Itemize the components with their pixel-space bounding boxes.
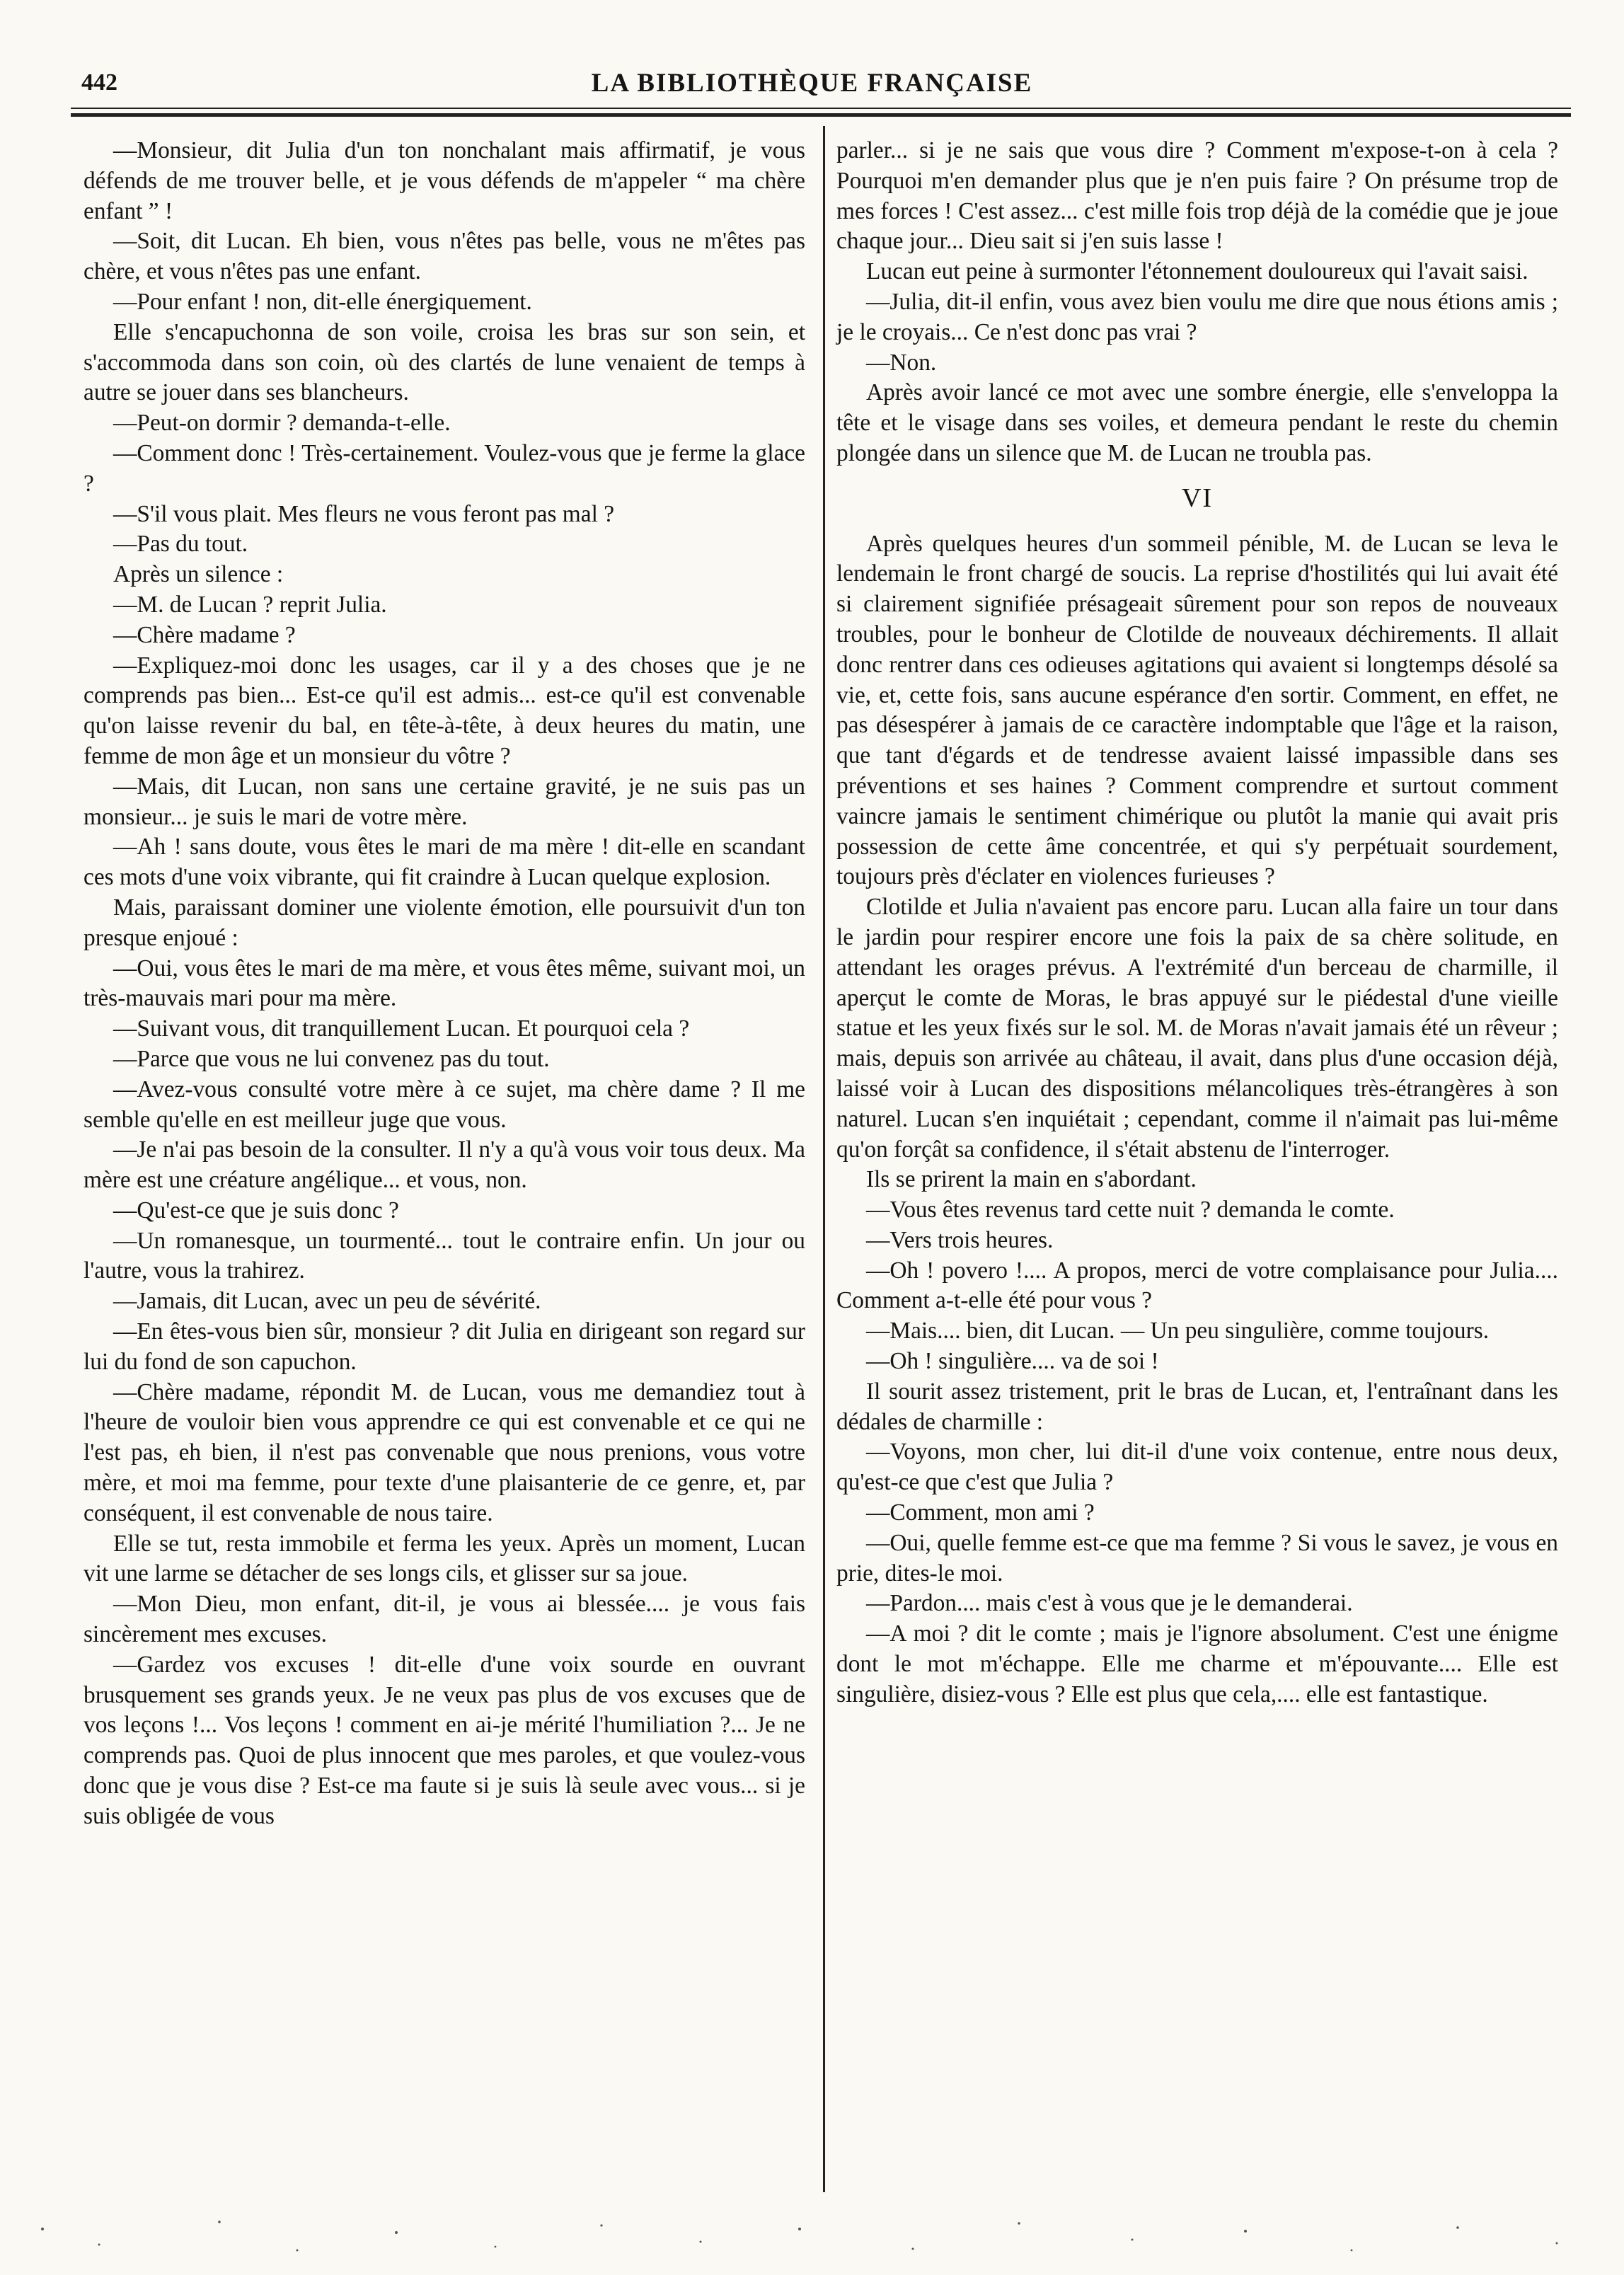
paragraph: —M. de Lucan ? reprit Julia.: [113, 591, 387, 618]
paragraph: —Monsieur, dit Julia d'un ton nonchalant mais affirmatif, je vous défends de me trouver belle, et je vous défends de m'appeler “ ma chère enfant ” !: [83, 137, 805, 224]
paragraph: —Chère madame, répondit M. de Lucan, vous me demandiez tout à l'heure de vouloir bien vous apprendre ce qui est convenable et ce qui ne l'est pas, eh bien, il n'est pas convenable que nous prenions, vous votre mère, et moi ma femme, pour texte d'une plaisanterie de ce genre, et, par conséquent, il est convenable de nous taire.: [83, 1378, 805, 1526]
paragraph: —Peut-on dormir ? demanda-t-elle.: [113, 410, 451, 437]
paragraph: —Suivant vous, dit tranquillement Lucan. Et pourquoi cela ?: [113, 1015, 690, 1042]
paragraph: —Chère madame ?: [113, 621, 296, 648]
paragraph: —Gardez vos excuses ! dit-elle d'une voix sourde en ouvrant brusquement ses grands yeux. Je ne veux pas plus de vos excuses que de vos leçons !... Vos leçons ! comment en ai-je mérité l'humiliation ?... Je ne comprends pas. Quoi de plus innocent que mes paroles, et que voulez-vous donc que je vous dise ? Est-ce ma faute si je suis là seule avec vous... si je suis obligée de vous: [83, 1651, 805, 1829]
paragraph: —Jamais, dit Lucan, avec un peu de sévérité.: [113, 1288, 541, 1315]
left-column: [83, 136, 805, 1832]
paragraph: —Vous êtes revenus tard cette nuit ? demanda le comte.: [866, 1197, 1395, 1223]
paragraph: Après avoir lancé ce mot avec une sombre énergie, elle s'enveloppa la tête et le visage dans ses voiles, et demeura pendant le reste du chemin plongée dans un silence que M. de Lucan ne troubla pas.: [836, 379, 1558, 466]
paragraph: —S'il vous plait. Mes fleurs ne vous feront pas mal ?: [113, 500, 615, 527]
paragraph: —Comment, mon ami ?: [866, 1499, 1095, 1526]
paragraph: Mais, paraissant dominer une violente émotion, elle poursuivit d'un ton presque enjoué :: [83, 894, 805, 951]
paragraph: —En êtes-vous bien sûr, monsieur ? dit Julia en dirigeant son regard sur lui du fond de son capuchon.: [83, 1318, 805, 1375]
paragraph: Elle s'encapuchonna de son voile, croisa les bras sur son sein, et s'accommoda dans son coin, où des clartés de lune venaient de temps à autre se jouer dans ses blancheurs.: [83, 318, 805, 406]
paragraph: Lucan eut peine à surmonter l'étonnement douloureux qui l'avait saisi.: [866, 258, 1528, 285]
paragraph: —Oh ! povero !.... A propos, merci de votre complaisance pour Julia.... Comment a-t-elle été pour vous ?: [836, 1257, 1558, 1314]
paragraph: —Comment donc ! Très-certainement. Voulez-vous que je ferme la glace ?: [83, 439, 805, 497]
paragraph: —A moi ? dit le comte ; mais je l'ignore absolument. C'est une énigme dont le mot m'échappe. Elle me charme et m'épouvante.... Elle est singulière, disiez-vous ? Elle est plus que cela,.... elle est fantastique.: [836, 1620, 1558, 1707]
running-title: LA BIBLIOTHÈQUE FRANÇAISE: [591, 69, 1033, 98]
paragraph: —Un romanesque, un tourmenté... tout le contraire enfin. Un jour ou l'autre, vous la trahirez.: [83, 1227, 805, 1284]
paragraph: Après un silence :: [113, 561, 284, 588]
paragraph: —Vers trois heures.: [866, 1226, 1054, 1253]
paragraph: parler... si je ne sais que vous dire ? Comment m'expose-t-on à cela ? Pourquoi m'en demander plus que je n'en puis faire ? On présume trop de mes forces ! C'est assez... c'est mille fois trop déjà de la comédie que je joue chaque jour... Dieu sait si j'en suis lasse !: [836, 137, 1558, 255]
column-divider: [823, 126, 825, 2192]
paragraph: —Expliquez-moi donc les usages, car il y a des choses que je ne comprends pas bien... Est-ce qu'il est admis... est-ce qu'il est convenable qu'on laisse revenir du bal, en tête-à-tête, à deux heures du matin, une femme de mon âge et un monsieur du vôtre ?: [83, 652, 805, 769]
paragraph: Clotilde et Julia n'avaient pas encore paru. Lucan alla faire un tour dans le jardin pour respirer encore une fois la paix de sa chère solitude, en attendant les orages prévus. A l'extrémité d'un berceau de charmille, il aperçut le comte de Moras, le bras appuyé sur le piédestal d'une vieille statue et les yeux fixés sur le sol. M. de Moras n'avait jamais été un rêveur ; mais, depuis son arrivée au château, il avait, dans plus d'une occasion déjà, laissé voir à Lucan des dispositions mélancoliques très-étrangères à son naturel. Lucan s'en inquiétait ; cependant, comme il n'aimait pas lui-même qu'on forçât sa confidence, il s'était abstenu de l'interroger.: [836, 894, 1558, 1163]
paragraph: —Non.: [866, 349, 937, 376]
paragraph: Après quelques heures d'un sommeil pénible, M. de Lucan se leva le lendemain le front chargé de soucis. La reprise d'hostilités qui lui avait été si clairement signifiée présageait sûrement pour son repos de nouveaux troubles, pour le bonheur de Clotilde de nouveaux déchirements. Il allait donc rentrer dans ces odieuses agitations qui avaient si longtemps désolé sa vie, et, cette fois, sans aucune espérance d'en sortir. Comment, en effet, ne pas désespérer à jamais de ce caractère indomptable que l'âge et la raison, que tant d'égards et de tendresse avaient laissé impassible dans ses préventions et ses haines ? Comment comprendre et surtout comment vaincre jamais le sentiment chimérique ou plutôt la manie qui avait pris possession de cette âme concentrée, et qui s'y perpétuait sourdement, toujours près d'éclater en violences furieuses ?: [836, 530, 1558, 890]
paragraph: —Ah ! sans doute, vous êtes le mari de ma mère ! dit-elle en scandant ces mots d'une voix vibrante, qui fit craindre à Lucan quelque explosion.: [83, 834, 805, 891]
section-heading: VI: [1181, 483, 1214, 513]
paragraph: Elle se tut, resta immobile et ferma les yeux. Après un moment, Lucan vit une larme se détacher de ses longs cils, et glisser sur sa joue.: [83, 1530, 805, 1587]
paragraph: —Mon Dieu, mon enfant, dit-il, je vous ai blessée.... je vous fais sincèrement mes excuses.: [83, 1591, 805, 1648]
paragraph: —Pardon.... mais c'est à vous que je le demanderai.: [866, 1590, 1353, 1617]
header-rule-thick: [71, 113, 1571, 117]
paragraph: —Pas du tout.: [113, 531, 248, 558]
right-column: [836, 136, 1558, 1710]
paragraph: —Mais, dit Lucan, non sans une certaine gravité, je ne suis pas un monsieur... je suis le mari de votre mère.: [83, 773, 805, 830]
paragraph: —Je n'ai pas besoin de la consulter. Il n'y a qu'à vous voir tous deux. Ma mère est une créature angélique... et vous, non.: [83, 1136, 805, 1194]
paragraph: —Mais.... bien, dit Lucan. — Un peu singulière, comme toujours.: [866, 1318, 1490, 1344]
paragraph: —Oui, vous êtes le mari de ma mère, et vous êtes même, suivant moi, un très-mauvais mari pour ma mère.: [83, 955, 805, 1012]
paragraph: —Soit, dit Lucan. Eh bien, vous n'êtes pas belle, vous ne m'êtes pas chère, et vous n'êtes pas une enfant.: [83, 228, 805, 285]
paragraph: —Oh ! singulière.... va de soi !: [866, 1348, 1159, 1375]
paragraph: —Parce que vous ne lui convenez pas du tout.: [113, 1045, 550, 1072]
page-number: 442: [81, 69, 117, 96]
paragraph: Ils se prirent la main en s'abordant.: [866, 1166, 1197, 1193]
paragraph: —Qu'est-ce que je suis donc ?: [113, 1197, 399, 1223]
paragraph: Il sourit assez tristement, prit le bras de Lucan, et, l'entraînant dans les dédales de charmille :: [836, 1378, 1558, 1435]
paragraph: —Voyons, mon cher, lui dit-il d'une voix contenue, entre nous deux, qu'est-ce que c'est que Julia ?: [836, 1439, 1558, 1496]
paragraph: —Pour enfant ! non, dit-elle énergiquement.: [113, 288, 532, 315]
paragraph: —Avez-vous consulté votre mère à ce sujet, ma chère dame ? Il me semble qu'elle en est meilleur juge que vous.: [83, 1076, 805, 1133]
header-rule-thin: [71, 108, 1571, 109]
paragraph: —Julia, dit-il enfin, vous avez bien voulu me dire que nous étions amis ; je le croyais... Ce n'est donc pas vrai ?: [836, 288, 1558, 345]
print-speckle-marks: [0, 2208, 1624, 2264]
paragraph: —Oui, quelle femme est-ce que ma femme ? Si vous le savez, je vous en prie, dites-le moi.: [836, 1529, 1558, 1586]
